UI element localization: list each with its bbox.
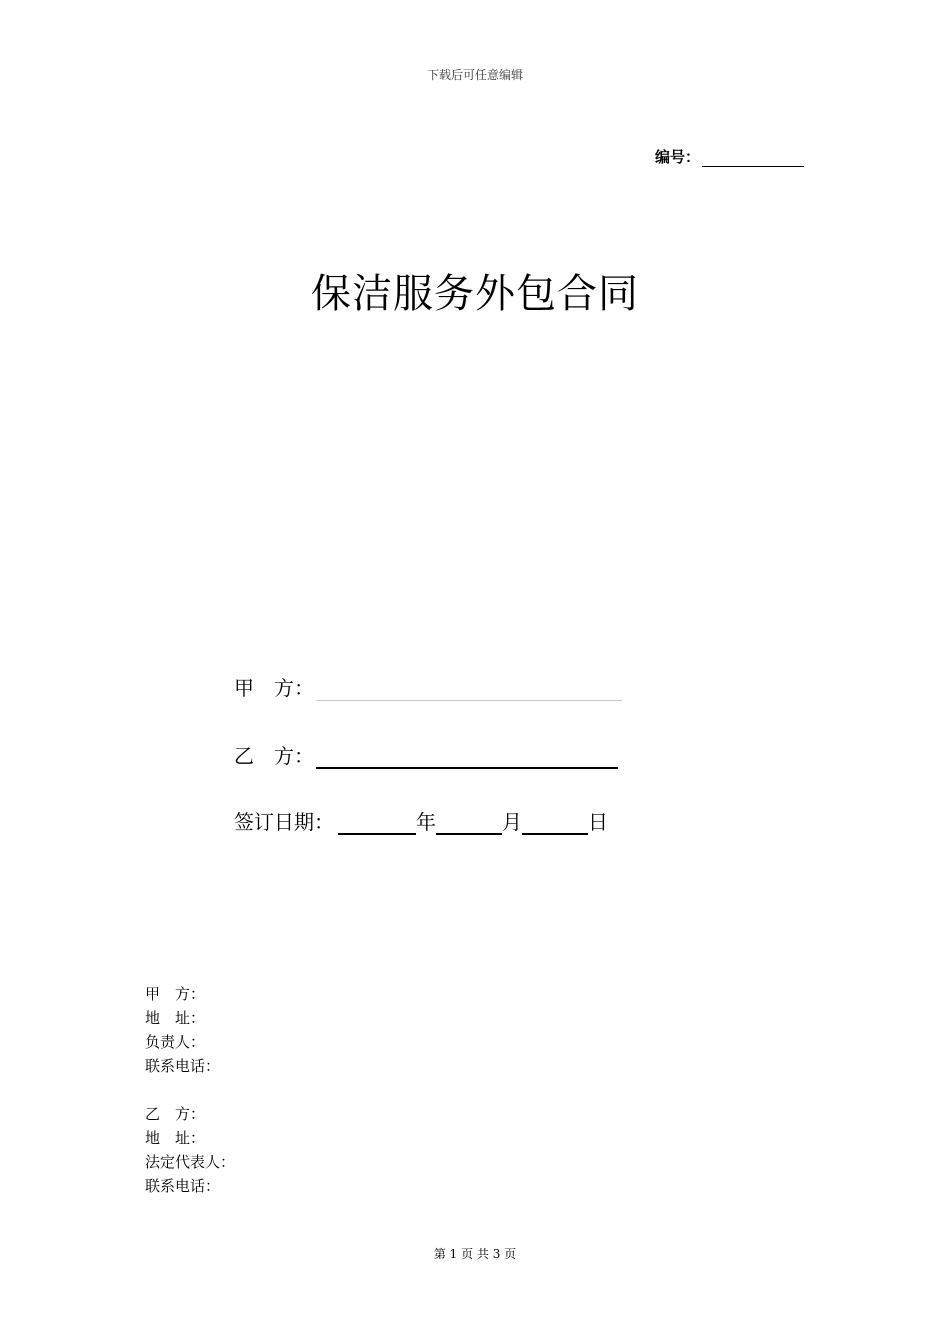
sign-day-label: 日 (588, 810, 608, 834)
sign-date-label: 签订日期： (234, 810, 334, 834)
party-b-name-label: 乙 方： (145, 1105, 206, 1123)
party-a-name-label: 甲 方： (145, 985, 206, 1003)
sign-date (234, 806, 608, 835)
sign-day-blank[interactable] (522, 813, 588, 835)
party-a-manager-label: 负责人： (145, 1033, 206, 1051)
sign-year-label: 年 (416, 810, 436, 834)
page-footer: 第 1 页 共 3 页 (433, 1247, 517, 1261)
party-b-phone-label: 联系电话： (145, 1177, 221, 1195)
party-b-representative-label: 法定代表人： (145, 1153, 236, 1171)
party-a-phone-label: 联系电话： (145, 1057, 221, 1075)
party-b-address-label: 地 址： (145, 1129, 206, 1147)
cover-party-b-blank[interactable] (316, 747, 618, 769)
serial-number-blank[interactable] (702, 152, 804, 167)
cover-party-b (234, 740, 618, 769)
cover-party-b-label: 乙 方： (234, 744, 314, 768)
party-a-address-label: 地 址： (145, 1009, 206, 1027)
party-b-info (145, 1102, 235, 1198)
cover-party-a-label: 甲 方： (234, 676, 314, 700)
document-title: 保洁服务外包合同 (311, 271, 639, 317)
party-a-info (145, 982, 220, 1078)
serial-number-field (655, 146, 804, 167)
header-note: 下载后可任意编辑 (426, 68, 523, 82)
sign-month-label: 月 (502, 810, 522, 834)
cover-party-a (234, 672, 622, 701)
sign-month-blank[interactable] (436, 813, 502, 835)
serial-number-label: 编号： (655, 148, 701, 166)
sign-year-blank[interactable] (338, 813, 416, 835)
cover-party-a-blank[interactable] (316, 680, 622, 701)
